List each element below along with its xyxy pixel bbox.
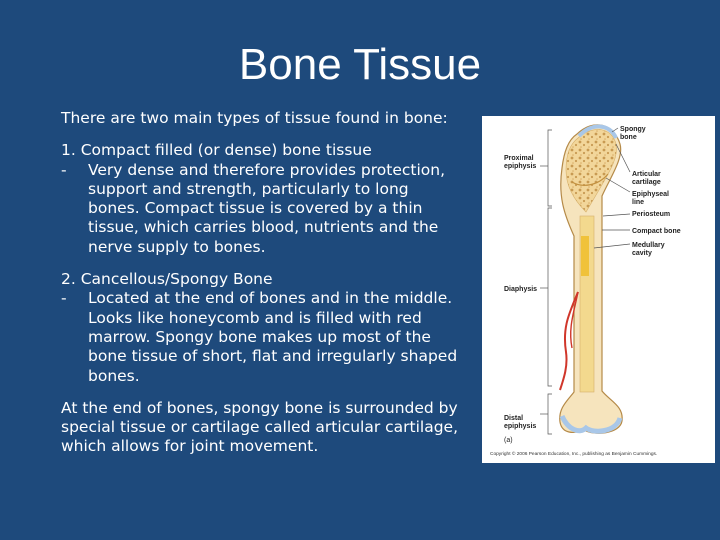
slide-title-text: Bone Tissue xyxy=(238,40,482,89)
label-articular-cartilage: Articular xyxy=(632,171,661,178)
slide-title xyxy=(0,40,720,90)
label-periosteum: Periosteum xyxy=(632,211,671,218)
label-distal-epiphysis: Distal xyxy=(504,415,524,422)
intro-text: There are two main types of tissue found in bone: xyxy=(61,109,448,127)
compact-description xyxy=(61,161,461,257)
label-epiphyseal-line: Epiphyseal xyxy=(632,191,669,198)
label-spongy-bone: Spongy xyxy=(620,126,646,133)
label-epiphyseal-line-2: line xyxy=(632,199,645,206)
label-articular-cartilage-2: cartilage xyxy=(632,179,661,186)
yellow-marrow xyxy=(581,236,589,276)
label-panel: (a) xyxy=(504,437,513,444)
compact-description-text: Very dense and therefore provides protection, support and strength, particularly to long bones. Compact tissue is covered by a thin tissue, which carries blood, nutrients and the nerve supply to bones. xyxy=(88,160,445,256)
label-spongy-bone-2: bone xyxy=(620,134,637,141)
label-distal-epiphysis-2: epiphysis xyxy=(504,423,537,430)
closing-text: At the end of bones, spongy bone is surrounded by special tissue or cartilage called articular cartilage, which allows for joint movement. xyxy=(61,398,459,456)
spongy-description xyxy=(61,289,461,385)
label-medullary-cavity-2: cavity xyxy=(632,250,652,257)
compact-heading: 1. Compact filled (or dense) bone tissue xyxy=(61,141,372,160)
label-proximal-epiphysis: Proximal xyxy=(504,155,534,162)
figure-copyright: Copyright © 2006 Pearson Education, Inc., publishing as Benjamin Cummings. xyxy=(490,452,658,457)
bone-diagram xyxy=(482,116,715,463)
spongy-heading: 2. Cancellous/Spongy Bone xyxy=(61,270,273,289)
dash-bullet: - xyxy=(61,289,67,308)
dash-bullet: - xyxy=(61,160,67,179)
spongy-description-text: Located at the end of bones and in the middle. Looks like honeycomb and is filled with red marrow. Spongy bone makes up most of the bone tissue of short, flat and irregularly shaped bones. xyxy=(88,289,458,385)
label-diaphysis: Diaphysis xyxy=(504,286,538,293)
label-medullary-cavity: Medullary xyxy=(632,242,665,249)
label-proximal-epiphysis-2: epiphysis xyxy=(504,163,537,170)
label-compact-bone: Compact bone xyxy=(632,228,681,235)
slide-body xyxy=(61,109,461,457)
